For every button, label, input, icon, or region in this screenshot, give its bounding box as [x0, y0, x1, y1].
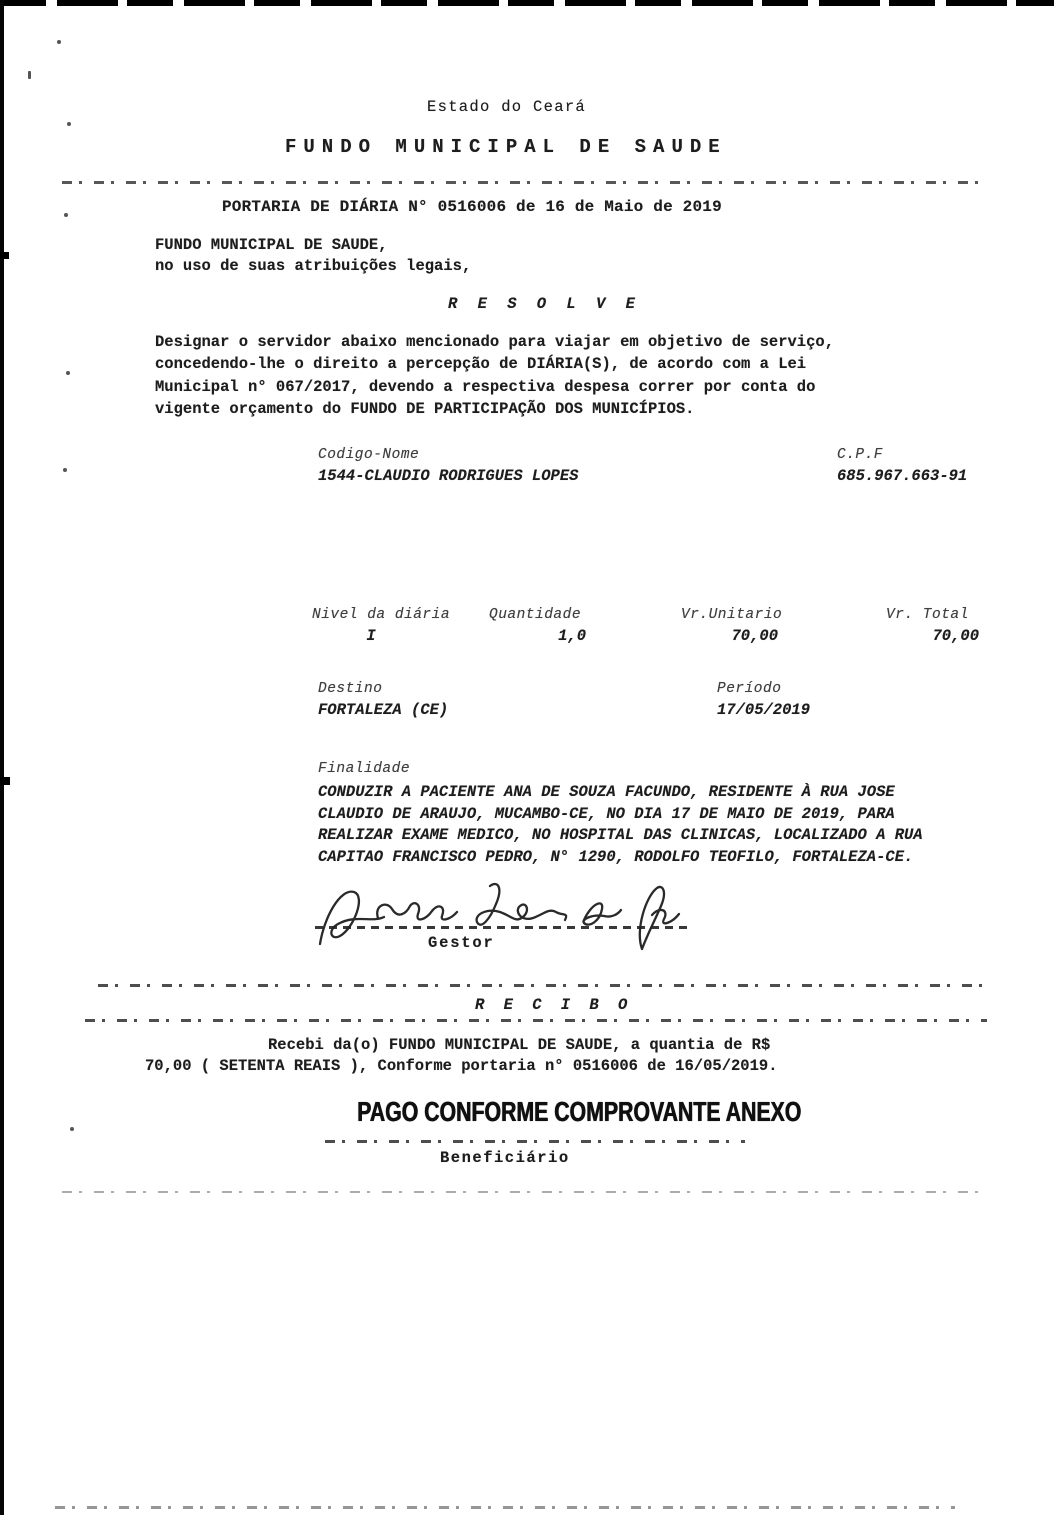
destino-value: FORTALEZA (CE)	[318, 701, 449, 719]
vr-total-label: Vr. Total	[886, 607, 969, 623]
scan-noise-speck	[57, 40, 61, 44]
vr-unitario-label: Vr.Unitario	[681, 607, 783, 623]
gestor-signature-handwriting	[312, 878, 682, 953]
periodo-value: 17/05/2019	[717, 701, 811, 719]
beneficiario-label: Beneficiário	[440, 1149, 570, 1167]
state-title: Estado do Ceará	[427, 98, 587, 116]
resolve-body-paragraph: Designar o servidor abaixo mencionado para viajar em objetivo de serviço, concedendo-lhe o direito a percepção de DIÁRIA(S), de acordo com a Lei Municipal n° 067/2017, devendo a respectiva despesa correr por conta do vigente orçamento do FUNDO DE PARTICIPAÇÃO DOS MUNICÍPIOS.	[155, 333, 835, 419]
scan-noise-speck	[63, 468, 67, 472]
finalidade-label: Finalidade	[318, 761, 411, 777]
cpf-value: 685.967.663-91	[837, 467, 968, 485]
preamble-attrib-line: no uso de suas atribuições legais,	[155, 257, 472, 275]
finalidade-text: CONDUZIR A PACIENTE ANA DE SOUZA FACUNDO, RESIDENTE À RUA JOSE CLAUDIO DE ARAUJO, MUCAMBO-CE, NO DIA 17 DE MAIO DE 2019, PARA REALIZAR EXAME MEDICO, NO HOSPITAL DAS CLINICAS, LOCALIZADO A RUA CAPITAO FRANCISCO PEDRO, N° 1290, RODOLFO TEOFILO, FORTALEZA-CE.	[318, 783, 923, 867]
gestor-label: Gestor	[428, 934, 495, 952]
separator-line	[98, 984, 988, 987]
vr-total-value: 70,00	[932, 627, 979, 645]
codigo-nome-value: 1544-CLAUDIO RODRIGUES LOPES	[318, 467, 579, 485]
codigo-nome-label: Codigo-Nome	[318, 447, 420, 463]
scan-border-left	[0, 0, 4, 1515]
preamble-org-line: FUNDO MUNICIPAL DE SAUDE,	[155, 236, 388, 254]
recibo-heading: R E C I B O	[475, 996, 633, 1014]
portaria-title: PORTARIA DE DIÁRIA N° 0516006 de 16 de Maio de 2019	[222, 198, 722, 216]
quantidade-label: Quantidade	[489, 607, 582, 623]
scan-noise-speck	[70, 1127, 74, 1131]
recibo-text-line2: 70,00 ( SETENTA REAIS ), Conforme portaria n° 0516006 de 16/05/2019.	[145, 1057, 778, 1075]
scan-noise-nub	[0, 777, 10, 785]
pago-stamp: PAGO CONFORME COMPROVANTE ANEXO	[357, 1096, 802, 1127]
separator-line	[85, 1019, 987, 1022]
resolve-heading: R E S O L V E	[448, 295, 641, 313]
scan-noise-speck	[28, 71, 31, 79]
periodo-label: Período	[717, 681, 782, 697]
recibo-text-line1: Recebi da(o) FUNDO MUNICIPAL DE SAUDE, a quantia de R$	[268, 1036, 771, 1054]
destino-label: Destino	[318, 681, 383, 697]
scan-noise-speck	[67, 122, 71, 126]
scan-border-bottom	[55, 1506, 955, 1509]
scan-noise-speck	[66, 371, 70, 375]
separator-line	[62, 181, 987, 184]
scan-border-top	[0, 0, 1054, 6]
nivel-diaria-value: I	[366, 627, 376, 645]
gestor-signature-line	[315, 926, 687, 929]
vr-unitario-value: 70,00	[731, 627, 778, 645]
beneficiario-signature-line	[325, 1140, 745, 1143]
org-title: FUNDO MUNICIPAL DE SAUDE	[285, 136, 727, 158]
separator-line-faint	[62, 1191, 987, 1193]
quantidade-value: 1,0	[558, 627, 586, 645]
cpf-label: C.P.F	[837, 447, 884, 463]
scan-noise-speck	[64, 213, 68, 217]
nivel-diaria-label: Nivel da diária	[312, 607, 451, 623]
scan-noise-nub	[0, 252, 9, 259]
